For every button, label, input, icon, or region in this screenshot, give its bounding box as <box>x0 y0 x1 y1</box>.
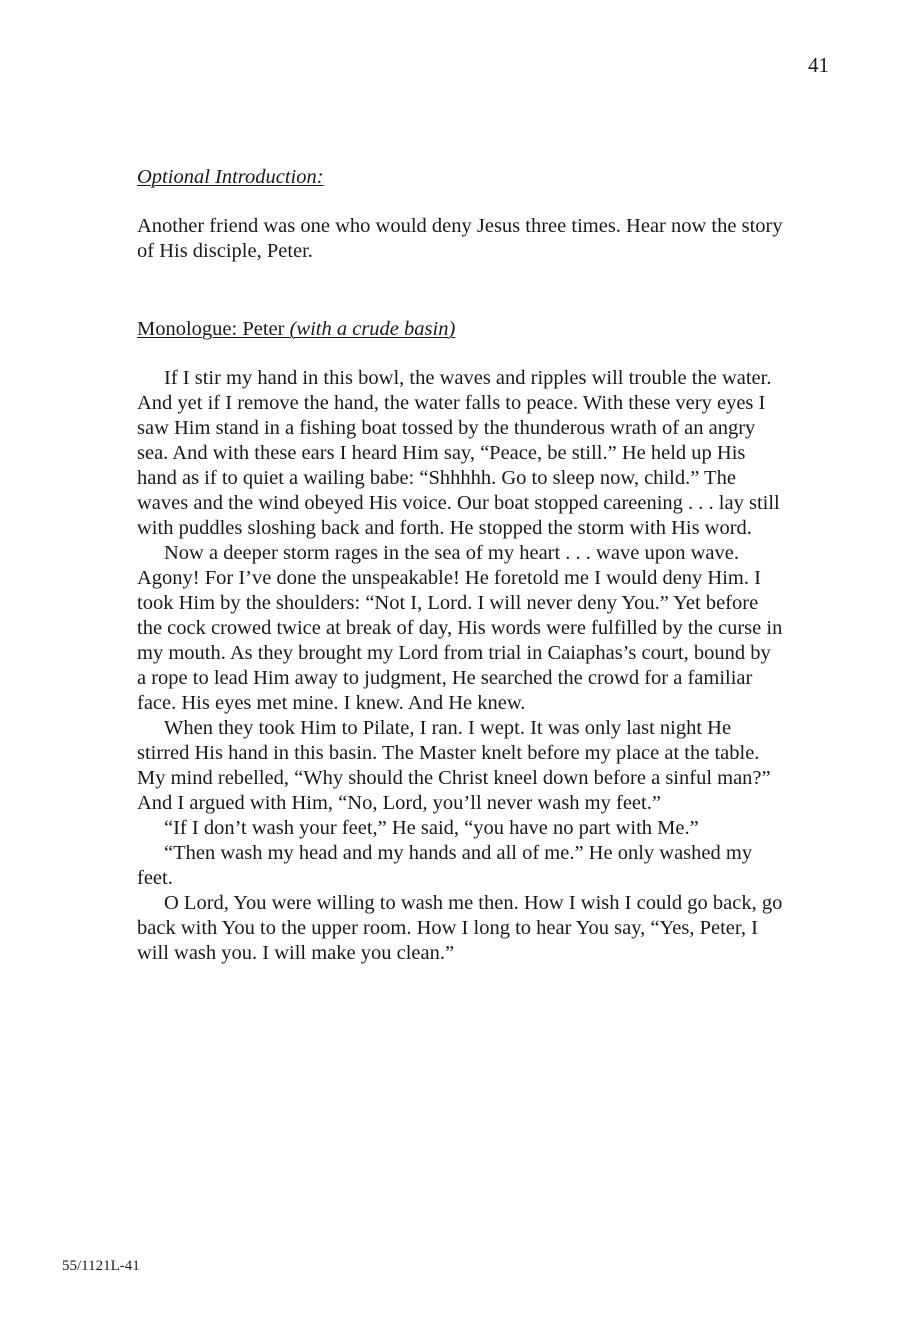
monologue-paragraph: “Then wash my head and my hands and all of me.” He only washed my feet. <box>137 842 753 889</box>
monologue-paragraph: Now a deeper storm rages in the sea of my heart . . . wave upon wave. Agony! For I’ve done the unspeakable! He foretold me I would deny Him. I took Him by the shoulders: “Not I, Lord. I will never deny You.” Yet before the cock crowed twice at break of day, His words were fulfilled by the curse in my mouth. As they brought my Lord from trial in Caiaphas’s court, bound by a rope to lead Him away to judgment, He searched the crowd for a familiar face. His eyes met mine. I knew. And He knew. <box>137 542 783 714</box>
monologue-paragraph: O Lord, You were willing to wash me then. How I wish I could go back, go back with You to the upper room. How I long to hear You say, “Yes, Peter, I will wash you. I will make you clean.” <box>137 892 783 964</box>
intro-heading: Optional Introduction: <box>137 166 324 188</box>
monologue-paragraph: If I stir my hand in this bowl, the waves and ripples will trouble the water. And yet if I remove the hand, the water falls to peace. With these very eyes I saw Him stand in a fishing boat tossed by the thunderous wrath of an angry sea. And with these ears I heard Him say, “Peace, be still.” He held up His hand as if to quiet a wailing babe: “Shhhhh. Go to sleep now, child.” The waves and the wind obeyed His voice. Our boat stopped careening . . . lay still with puddles sloshing back and forth. He stopped the storm with His word. <box>137 367 780 539</box>
monologue-heading <box>137 316 455 342</box>
intro-text: Another friend was one who would deny Jesus three times. Hear now the story of His disciple, Peter. <box>137 215 783 262</box>
monologue-body <box>137 366 783 966</box>
monologue-heading-label: Monologue: Peter <box>137 318 285 340</box>
monologue-paragraph: “If I don’t wash your feet,” He said, “you have no part with Me.” <box>164 817 699 839</box>
footer-code: 55/1121L-41 <box>62 1258 140 1274</box>
monologue-paragraph: When they took Him to Pilate, I ran. I wept. It was only last night He stirred His hand in this basin. The Master knelt before my place at the table. My mind rebelled, “Why should the Christ kneel down before a sinful man?” And I argued with Him, “No, Lord, you’ll never wash my feet.” <box>137 717 771 814</box>
stage-direction: (with a crude basin) <box>289 318 456 340</box>
page-number: 41 <box>808 53 829 77</box>
